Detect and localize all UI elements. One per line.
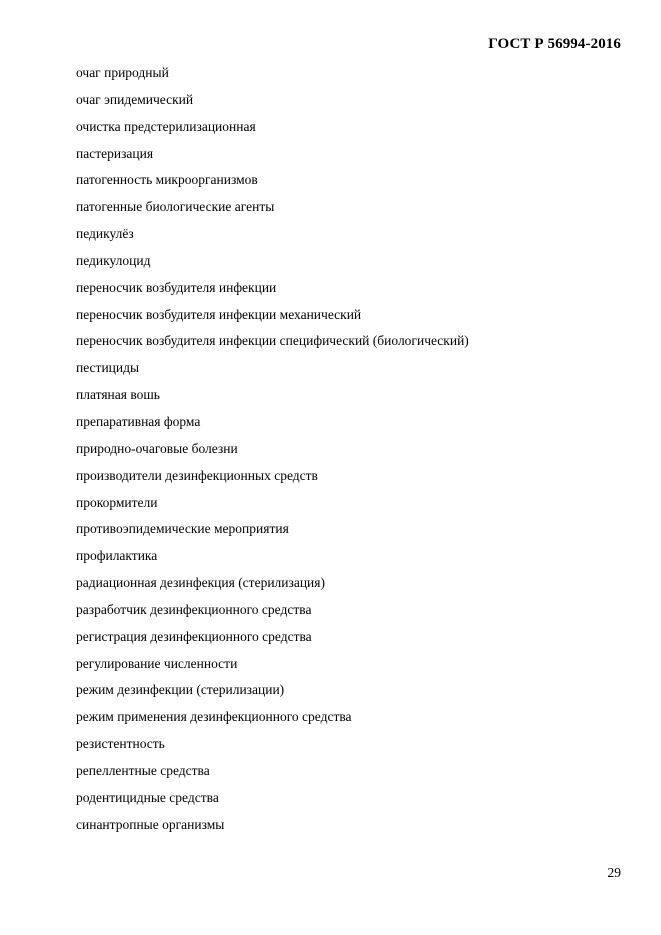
term-item: педикулоцид [76,252,151,268]
term-item: синантропные организмы [76,816,225,832]
term-list [76,63,469,841]
term-item: производители дезинфекционных средств [76,467,318,483]
term-item: природно-очаговые болезни [76,440,238,456]
term-item: переносчик возбудителя инфекции специфический (биологический) [76,333,469,349]
term-item: противоэпидемические мероприятия [76,521,289,537]
term-item: переносчик возбудителя инфекции [76,279,277,295]
term-item: очаг природный [76,65,169,80]
term-item: профилактика [76,548,158,564]
term-item: радиационная дезинфекция (стерилизация) [76,575,325,591]
term-item: очистка предстерилизационная [76,118,256,134]
term-item: препаративная форма [76,413,201,429]
term-item: режим применения дезинфекционного средства [76,709,352,725]
term-item: родентицидные средства [76,789,219,805]
term-item: разработчик дезинфекционного средства [76,601,312,617]
term-item: переносчик возбудителя инфекции механический [76,306,362,322]
page-header: ГОСТ Р 56994-2016 [488,36,621,52]
term-item: педикулёз [76,226,134,242]
term-item: режим дезинфекции (стерилизации) [76,682,285,698]
term-item: резистентность [76,736,165,752]
term-item: пестициды [76,360,140,376]
page-number: 29 [607,865,621,880]
term-item: пастеризация [76,145,154,161]
term-item: регулирование численности [76,655,238,671]
term-item: очаг эпидемический [76,91,194,107]
term-item: репеллентные средства [76,762,210,778]
term-item: патогенность микроорганизмов [76,172,258,188]
term-item: патогенные биологические агенты [76,199,275,215]
term-item: прокормители [76,494,158,510]
term-item: регистрация дезинфекционного средства [76,628,312,644]
term-item: платяная вошь [76,387,160,403]
